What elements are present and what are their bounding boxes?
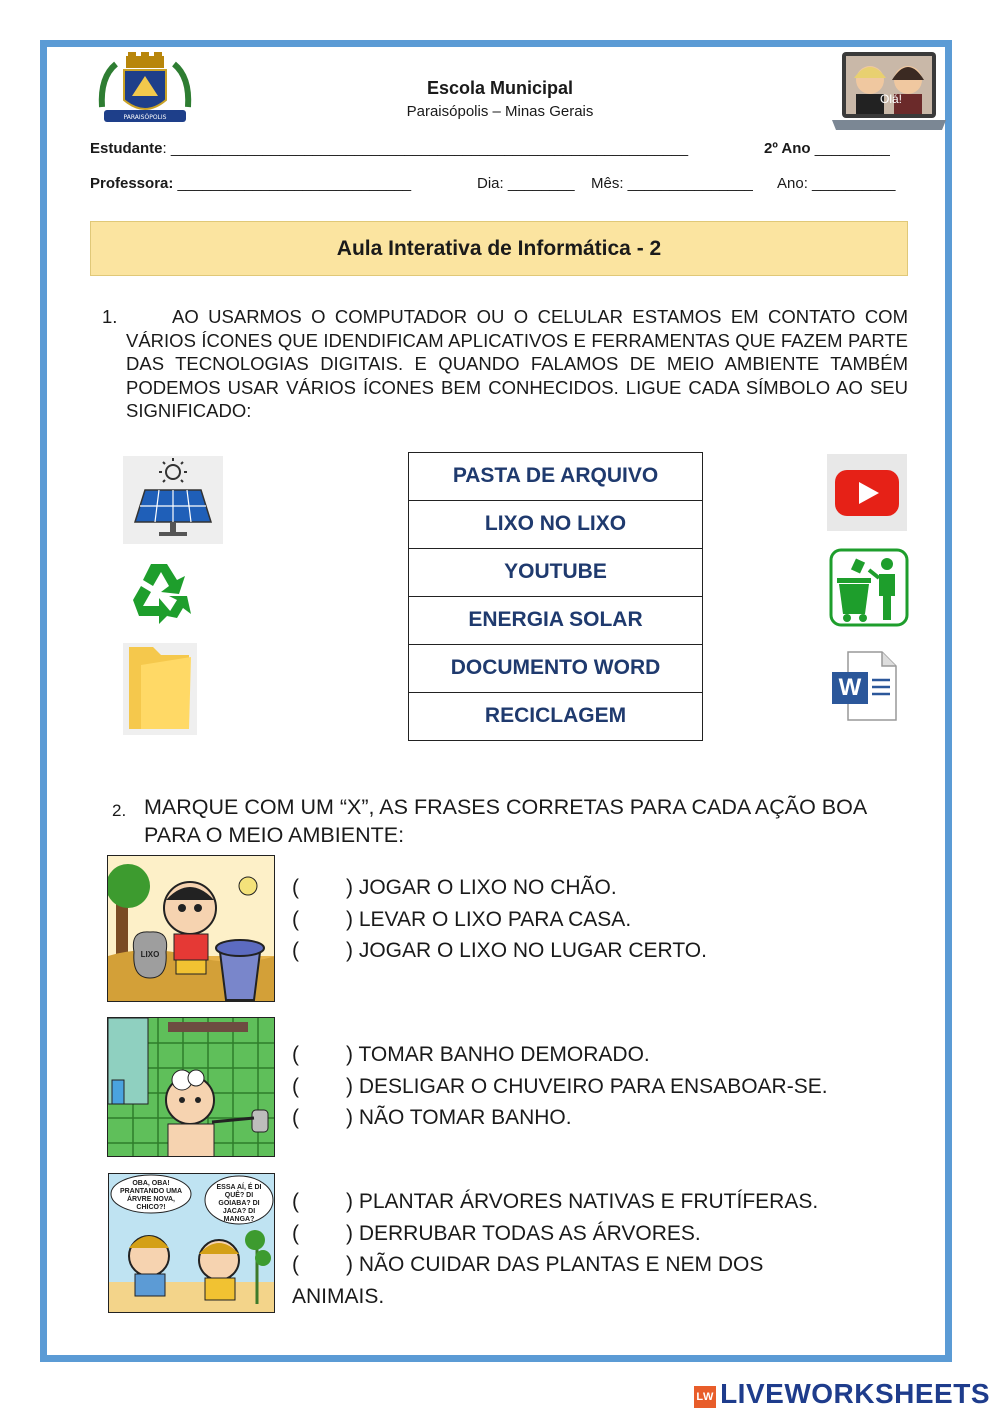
question-2-number: 2. <box>112 801 127 820</box>
answer-option <box>292 1071 828 1103</box>
options-table <box>408 452 703 741</box>
school-name: Escola Municipal <box>426 78 574 98</box>
answer-checkbox[interactable]: ( <box>292 939 299 962</box>
answer-checkbox[interactable]: ( <box>292 1043 299 1066</box>
student-row <box>90 140 688 157</box>
option-cell[interactable]: ENERGIA SOLAR <box>409 597 702 645</box>
month-field[interactable]: Mês: _______________ <box>591 175 753 192</box>
answer-text-continuation: ANIMAIS. <box>292 1284 385 1308</box>
answer-text: ) DESLIGAR O CHUVEIRO PARA ENSABOAR-SE. <box>346 1074 828 1098</box>
answer-option <box>292 1186 818 1218</box>
svg-text:PARAISÓPOLIS: PARAISÓPOLIS <box>123 114 167 121</box>
word-document-icon[interactable] <box>830 648 900 724</box>
year-field[interactable]: Ano: __________ <box>777 175 896 192</box>
solar-panel-icon[interactable] <box>123 456 223 544</box>
word-icon-letter: W <box>838 674 862 701</box>
answer-text: ) JOGAR O LIXO NO CHÃO. <box>346 876 617 899</box>
liveworksheets-logo-icon: LW <box>694 1386 716 1408</box>
answer-checkbox[interactable]: ( <box>292 1106 299 1129</box>
grade-label: 2º Ano <box>764 140 811 157</box>
recycle-icon[interactable] <box>123 558 195 630</box>
student-label: Estudante <box>90 140 163 157</box>
answer-checkbox[interactable]: ( <box>292 876 299 899</box>
day-field[interactable]: Dia: ________ <box>477 175 575 192</box>
teacher-label: Professora: <box>90 175 174 192</box>
answer-group-3 <box>292 1186 818 1312</box>
school-heading <box>380 78 620 120</box>
option-cell[interactable]: YOUTUBE <box>409 549 702 597</box>
answer-text: ) NÃO TOMAR BANHO. <box>346 1106 572 1129</box>
answer-option <box>292 872 707 904</box>
answer-text: ) PLANTAR ÁRVORES NATIVAS E FRUTÍFERAS. <box>346 1190 819 1213</box>
youtube-icon[interactable] <box>827 454 907 531</box>
question-2 <box>112 793 902 849</box>
option-cell[interactable]: DOCUMENTO WORD <box>409 645 702 693</box>
brand-text: LIVEWORKSHEETS <box>720 1378 990 1409</box>
trash-bag-label: LIXO <box>140 950 160 959</box>
answer-text: ) JOGAR O LIXO NO LUGAR CERTO. <box>346 939 707 962</box>
laptop-avatars-image <box>830 50 948 134</box>
trash-bin-icon[interactable] <box>829 548 909 627</box>
liveworksheets-brand[interactable] <box>694 1378 990 1410</box>
folder-icon[interactable] <box>123 643 197 735</box>
question-2-text: MARQUE COM UM “X”, AS FRASES CORRETAS PARA CADA AÇÃO BOA PARA O MEIO AMBIENTE: <box>144 795 866 847</box>
answer-text: ) NÃO CUIDAR DAS PLANTAS E NEM DOS <box>346 1253 764 1276</box>
grade-field[interactable]: _________ <box>810 140 890 157</box>
lesson-title: Aula Interativa de Informática - 2 <box>90 221 908 276</box>
student-name-field[interactable]: : ______________________________________________________________ <box>162 140 689 157</box>
answer-checkbox[interactable]: ( <box>292 1190 299 1213</box>
question-1-number: 1. <box>102 306 118 327</box>
planting-tree-cartoon-image <box>108 1173 275 1313</box>
answer-group-2 <box>292 1039 828 1134</box>
answer-checkbox[interactable]: ( <box>292 1253 299 1276</box>
answer-checkbox[interactable]: ( <box>292 1221 299 1245</box>
answer-option <box>292 1249 818 1281</box>
speech-bubble-left: OBA, OBA! PRANTANDO UMA ÁRVRE NOVA, CHICO?! <box>119 1180 183 1211</box>
answer-option <box>292 1039 828 1071</box>
school-location: Paraisópolis – Minas Gerais <box>406 103 594 120</box>
answer-option <box>292 1218 818 1250</box>
teacher-row <box>90 175 411 192</box>
question-1 <box>102 305 908 423</box>
answer-group-1 <box>292 872 707 967</box>
answer-checkbox[interactable]: ( <box>292 907 299 931</box>
trash-cartoon-image <box>107 855 275 1002</box>
school-crest-logo <box>96 52 194 134</box>
answer-text: ) LEVAR O LIXO PARA CASA. <box>346 907 632 931</box>
option-cell[interactable]: LIXO NO LIXO <box>409 501 702 549</box>
answer-text: ) DERRUBAR TODAS AS ÁRVORES. <box>346 1221 701 1245</box>
teacher-name-field[interactable]: ____________________________ <box>173 175 412 192</box>
avatar-bubble-text: Olá! <box>880 92 903 106</box>
question-1-text: AO USARMOS O COMPUTADOR OU O CELULAR ESTAMOS EM CONTATO COM VÁRIOS ÍCONES QUE IDENDIFICAM APLICATIVOS E FERRAMENTAS QUE FAZEM PARTE DAS TECNOLOGIAS DIGITAIS. E QUANDO FALAMOS DE MEIO AMBIENTE TAMBÉM PODEMOS USAR VÁRIOS ÍCONES BEM CONHECIDOS. LIGUE CADA SÍMBOLO AO SEU SIGNIFICADO: <box>126 306 908 421</box>
answer-option <box>292 904 707 936</box>
shower-cartoon-image <box>107 1017 275 1157</box>
speech-bubble-right: ESSA AÍ, É DI QUÊ? DI GOIABA? DI JACA? DI MANGA? <box>216 1184 262 1223</box>
answer-option <box>292 935 707 967</box>
option-cell[interactable]: RECICLAGEM <box>484 704 627 727</box>
answer-option <box>292 1102 828 1134</box>
grade-row <box>764 140 890 157</box>
answer-checkbox[interactable]: ( <box>292 1074 299 1098</box>
option-cell[interactable]: PASTA DE ARQUIVO <box>409 453 702 501</box>
answer-text: ) TOMAR BANHO DEMORADO. <box>346 1043 650 1066</box>
